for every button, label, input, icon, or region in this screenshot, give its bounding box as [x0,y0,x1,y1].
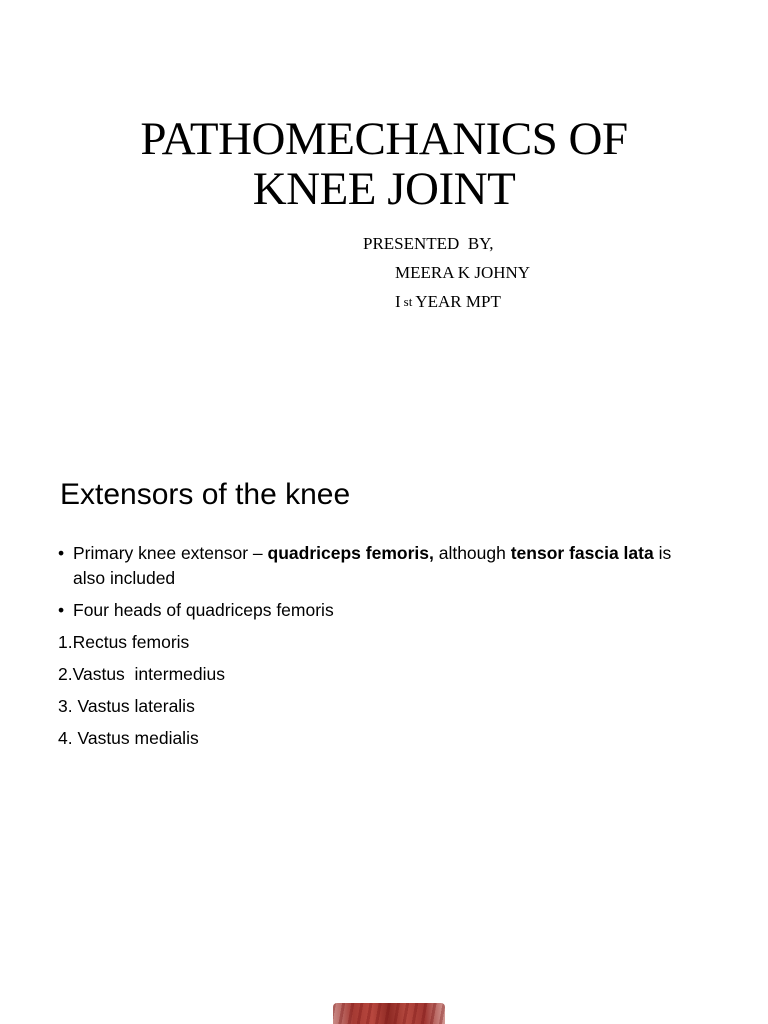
bullet-item-primary-extensor [58,541,708,591]
bullet1-text-1: Primary knee extensor – [73,543,268,563]
bullet1-bold-tensor: tensor fascia lata [510,543,654,563]
slide-title [0,0,768,432]
presenter-year [363,287,530,316]
bullet-item-four-heads: • Four heads of quadriceps femoris [58,598,708,623]
year-superscript: st [403,294,413,309]
list-item-rectus-femoris: 1.Rectus femoris [58,632,190,652]
list-item-vastus-lateralis: 3. Vastus lateralis [58,696,195,716]
year-prefix: I [395,292,401,311]
bullet1-bold-quadriceps: quadriceps femoris, [267,543,434,563]
year-suffix: YEAR MPT [415,292,501,311]
list-item-vastus-intermedius: 2.Vastus intermedius [58,664,225,684]
slide-extensors [0,448,768,1024]
presenter-info [363,229,530,316]
presented-by-label: PRESENTED BY, [363,234,494,253]
presentation-title [0,114,768,214]
presenter-name: MEERA K JOHNY [395,263,531,282]
slide-heading: Extensors of the knee [60,478,351,511]
title-line-2: KNEE JOINT [252,163,516,215]
muscle-anatomy-image [333,1003,445,1024]
content-list [58,541,708,758]
list-item-vastus-medialis: 4. Vastus medialis [58,728,199,748]
title-line-1: PATHOMECHANICS OF [140,113,628,165]
bullet1-text-3: is also included [73,543,672,588]
bullet1-text-2: although [433,543,511,563]
